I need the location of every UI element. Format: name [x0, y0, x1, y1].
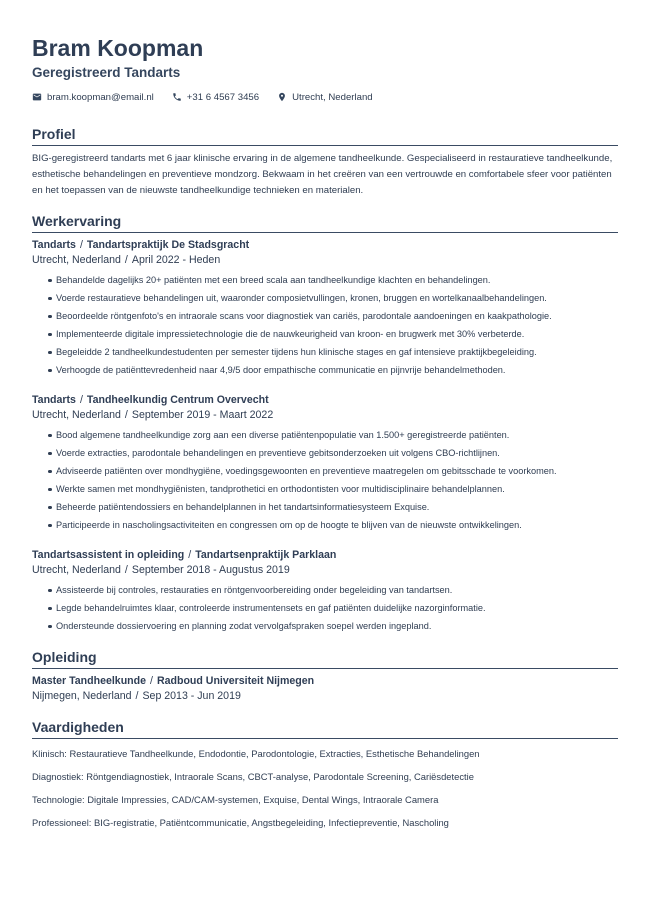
education-school: Radboud Universiteit Nijmegen	[156, 675, 315, 687]
phone-text: +31 6 4567 3456	[186, 91, 260, 103]
contact-email[interactable]	[32, 92, 154, 103]
education-section	[32, 649, 618, 704]
job-bullet: Ondersteunde dossiervoering en planning zodat vervolgafspraken soepel werden ingepland.	[48, 617, 618, 635]
job-bullet: Beheerde patiëntendossiers en behandelplannen in het tandartsinformatiesysteem Exquise.	[48, 498, 618, 516]
job-position: Tandarts	[32, 239, 76, 251]
job-bullet: Voerde extracties, parodontale behandelingen en preventieve gebitsonderzoeken uit volgens CBO-richtlijnen.	[48, 444, 618, 462]
location-text: Utrecht, Nederland	[292, 91, 373, 103]
job-employer: Tandartspraktijk De Stadsgracht	[86, 239, 250, 251]
education-location: Nijmegen, Nederland	[32, 690, 132, 702]
job-position: Tandarts	[32, 394, 76, 406]
education-entry	[32, 674, 618, 704]
job-period: September 2019 - Maart 2022	[131, 409, 274, 421]
job-bullet: Beoordeelde röntgenfoto's en intraorale scans voor diagnostiek van cariës, parodontale aandoeningen en kaakpathologie.	[48, 307, 618, 325]
location-pin-icon	[277, 92, 287, 102]
job-entry	[32, 238, 618, 379]
education-heading: Opleiding	[32, 649, 618, 669]
phone-icon	[172, 92, 182, 102]
job-location: Utrecht, Nederland	[32, 564, 121, 576]
experience-list	[32, 238, 618, 635]
experience-heading: Werkervaring	[32, 213, 618, 233]
contact-bar	[32, 90, 618, 104]
job-bullet: Legde behandelruimtes klaar, controleerde instrumentensets en gaf patiënten duidelijke nazorginformatie.	[48, 599, 618, 617]
job-position: Tandartsassistent in opleiding	[32, 549, 185, 561]
education-degree: Master Tandheelkunde	[32, 675, 147, 687]
job-employer: Tandartsenpraktijk Parklaan	[195, 549, 337, 561]
job-bullet: Voerde restauratieve behandelingen uit, waaronder composietvullingen, kronen, bruggen en wortelkanaalbehandelingen.	[48, 289, 618, 307]
skills-list	[32, 746, 618, 830]
job-meta-line: Utrecht, Nederland / September 2018 - Augustus 2019	[32, 564, 290, 576]
job-bullet: Behandelde dagelijks 20+ patiënten met een breed scala aan tandheelkundige klachten en behandelingen.	[48, 271, 618, 289]
contact-phone[interactable]	[172, 92, 259, 103]
job-location: Utrecht, Nederland	[32, 409, 121, 421]
education-meta-line: Nijmegen, Nederland / Sep 2013 - Jun 2019	[32, 690, 241, 702]
skill-line: Technologie: Digitale Impressies, CAD/CAM-systemen, Exquise, Dental Wings, Intraorale Camera	[32, 794, 439, 805]
profile-section	[32, 126, 618, 199]
job-bullet: Implementeerde digitale impressietechnologie die de nauwkeurigheid van kroon- en brugwerk met 30% verbeterde.	[48, 325, 618, 343]
job-location: Utrecht, Nederland	[32, 254, 121, 266]
resume-header	[32, 34, 618, 104]
job-bullets	[32, 271, 618, 379]
job-entry	[32, 548, 618, 635]
job-period: September 2018 - Augustus 2019	[131, 564, 290, 576]
job-bullet: Participeerde in nascholingsactiviteiten en congressen om op de hoogte te blijven van de nieuwste ontwikkelingen.	[48, 516, 618, 534]
skill-line: Professioneel: BIG-registratie, Patiëntcommunicatie, Angstbegeleiding, Infectiepreventie, Nascholing	[32, 817, 449, 828]
mail-icon	[32, 92, 42, 102]
candidate-name: Bram Koopman	[32, 35, 204, 61]
email-text: bram.koopman@email.nl	[47, 91, 154, 103]
job-period: April 2022 - Heden	[131, 254, 221, 266]
job-employer: Tandheelkundig Centrum Overvecht	[86, 394, 269, 406]
skills-heading: Vaardigheden	[32, 719, 618, 739]
contact-location	[277, 92, 373, 103]
job-bullet: Assisteerde bij controles, restauraties en röntgenvoorbereiding onder begeleiding van tandartsen.	[48, 581, 618, 599]
job-meta-line: Utrecht, Nederland / April 2022 - Heden	[32, 254, 221, 266]
profile-text: BIG-geregistreerd tandarts met 6 jaar klinische ervaring in de algemene tandheelkunde. Gespecialiseerd in restauratieve tandheelkunde, esthetische behandelingen en preventieve mondzorg. Bekwaam in het creëren van een vertrouwde en comfortabele sfeer voor patiënten en het toepassen van de nieuwste tandheelkundige technieken en materialen.	[32, 153, 613, 196]
profile-heading: Profiel	[32, 126, 618, 146]
job-bullets	[32, 426, 618, 534]
job-meta-line: Utrecht, Nederland / September 2019 - Maart 2022	[32, 409, 274, 421]
job-bullet: Verhoogde de patiënttevredenheid naar 4,9/5 door empathische communicatie en pijnvrije behandelmethoden.	[48, 361, 618, 379]
education-period: Sep 2013 - Jun 2019	[142, 690, 241, 702]
job-bullet: Begeleidde 2 tandheelkundestudenten per semester tijdens hun klinische stages en gaf intensieve praktijkbegeleiding.	[48, 343, 618, 361]
candidate-role: Geregistreerd Tandarts	[32, 65, 181, 80]
skills-section	[32, 719, 618, 830]
experience-section	[32, 213, 618, 635]
job-title-line: Tandarts / Tandartspraktijk De Stadsgracht	[32, 239, 250, 251]
skill-line: Diagnostiek: Röntgendiagnostiek, Intraorale Scans, CBCT-analyse, Parodontale Screening, Cariësdetectie	[32, 771, 474, 782]
job-title-line: Tandartsassistent in opleiding / Tandartsenpraktijk Parklaan	[32, 549, 337, 561]
education-title-line: Master Tandheelkunde / Radboud Universiteit Nijmegen	[32, 675, 315, 687]
job-title-line: Tandarts / Tandheelkundig Centrum Overvecht	[32, 394, 269, 406]
job-bullet: Bood algemene tandheelkundige zorg aan een diverse patiëntenpopulatie van 1.500+ geregistreerde patiënten.	[48, 426, 618, 444]
job-entry	[32, 393, 618, 534]
job-bullets	[32, 581, 618, 635]
job-bullet: Adviseerde patiënten over mondhygiëne, voedingsgewoonten en preventieve maatregelen om gebitsschade te voorkomen.	[48, 462, 618, 480]
job-bullet: Werkte samen met mondhygiënisten, tandprothetici en orthodontisten voor multidisciplinaire behandelplannen.	[48, 480, 618, 498]
skill-line: Klinisch: Restauratieve Tandheelkunde, Endodontie, Parodontologie, Extracties, Esthetische Behandelingen	[32, 748, 480, 759]
